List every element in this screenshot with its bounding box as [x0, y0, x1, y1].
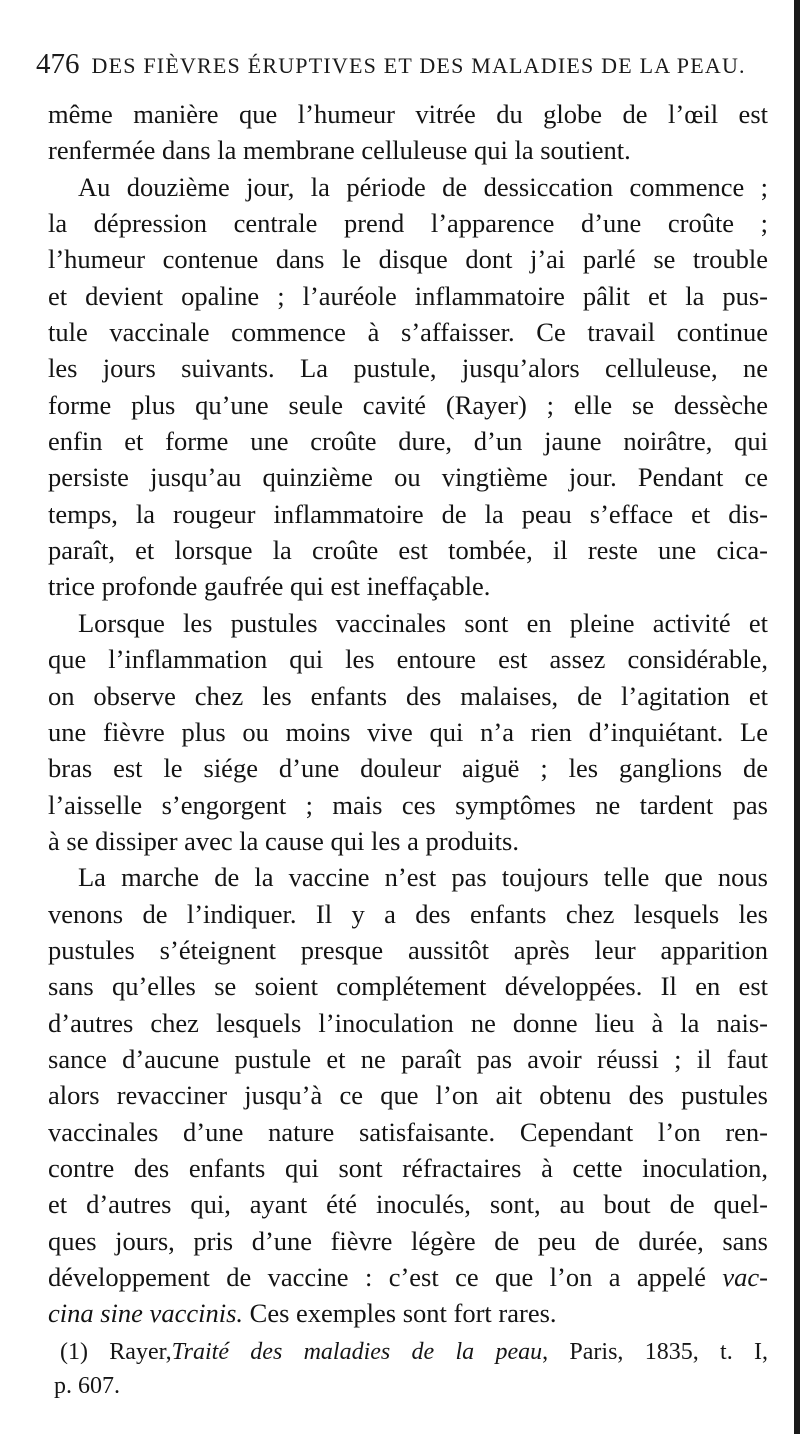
text-line: alors revacciner jusqu’à ce que l’on ait obtenu des pustules: [48, 1080, 768, 1111]
italic-text: cina sine vaccinis.: [48, 1298, 244, 1329]
body-text: [48, 96, 768, 1332]
text-line: Au douzième jour, la période de dessiccation commence ;: [78, 171, 768, 202]
text-line: contre des enfants qui sont réfractaires à cette inoculation,: [48, 1152, 768, 1183]
text-line: et devient opaline ; l’auréole inflammatoire pâlit et la pus-: [48, 280, 768, 311]
page-header: [36, 48, 760, 81]
footnote-page: p. 607.: [54, 1373, 120, 1399]
page-number: 476: [36, 48, 80, 80]
text-line: La marche de la vaccine n’est pas toujours telle que nous: [78, 862, 768, 893]
text-line: tule vaccinale commence à s’affaisser. Ce travail continue: [48, 317, 768, 348]
text-line: paraît, et lorsque la croûte est tombée, il reste une cica-: [48, 535, 768, 566]
text-line: l’humeur contenue dans le disque dont j’ai parlé se trouble: [48, 244, 768, 275]
text-line: les jours suivants. La pustule, jusqu’alors celluleuse, ne: [48, 353, 768, 384]
text-line: sans qu’elles se soient complétement développées. Il en est: [48, 971, 768, 1002]
footnote-line: [60, 1335, 768, 1369]
text-line: Lorsque les pustules vaccinales sont en pleine activité et: [78, 607, 768, 638]
running-title: DES FIÈVRES ÉRUPTIVES ET DES MALADIES DE LA PEAU.: [91, 53, 746, 78]
text-line: une fièvre plus ou moins vive qui n’a rien d’inquiétant. Le: [48, 716, 768, 747]
text-line: sance d’aucune pustule et ne paraît pas avoir réussi ; il faut: [48, 1043, 768, 1074]
text-line: cina sine vaccinis. Ces exemples sont fort rares.: [48, 1298, 557, 1329]
text-line: vaccinales d’une nature satisfaisante. Cependant l’on ren-: [48, 1116, 768, 1147]
text-line: à se dissiper avec la cause qui les a produits.: [48, 825, 519, 856]
text-line: l’aisselle s’engorgent ; mais ces symptômes ne tardent pas: [48, 789, 768, 820]
text-line: on observe chez les enfants des malaises, de l’agitation et: [48, 680, 768, 711]
italic-text: vac-: [722, 1262, 768, 1292]
footnote-author: Rayer,: [109, 1339, 172, 1365]
text-line: renfermée dans la membrane celluleuse qui la soutient.: [48, 135, 631, 166]
text-line: d’autres chez lesquels l’inoculation ne donne lieu à la nais-: [48, 1007, 768, 1038]
text-line: la dépression centrale prend l’apparence d’une croûte ;: [48, 208, 768, 239]
text-line: ques jours, pris d’une fièvre légère de peu de durée, sans: [48, 1225, 768, 1256]
text-line: et d’autres qui, ayant été inoculés, sont, au bout de quel-: [48, 1189, 768, 1220]
text-line: enfin et forme une croûte dure, d’un jaune noirâtre, qui: [48, 426, 768, 457]
text-line: bras est le siége d’une douleur aiguë ; les ganglions de: [48, 753, 768, 784]
footnote-details: , Paris, 1835, t. I,: [542, 1339, 768, 1365]
text-line: que l’inflammation qui les entoure est assez considérable,: [48, 644, 768, 675]
text-line: trice profonde gaufrée qui est ineffaçable.: [48, 571, 491, 602]
footnote-title: Traité des maladies de la peau: [171, 1339, 543, 1365]
text-line: persiste jusqu’au quinzième ou vingtième jour. Pendant ce: [48, 462, 768, 493]
text-line: même manière que l’humeur vitrée du globe de l’œil est: [48, 99, 768, 129]
footnote: [54, 1335, 768, 1403]
text-line: développement de vaccine : c’est ce que l’on a appelé vac-: [48, 1262, 768, 1292]
text-line: venons de l’indiquer. Il y a des enfants chez lesquels les: [48, 898, 768, 929]
text-line: temps, la rougeur inflammatoire de la peau s’efface et dis-: [48, 498, 768, 529]
text-line: forme plus qu’une seule cavité (Rayer) ; elle se dessèche: [48, 389, 768, 420]
footnote-marker: (1): [60, 1339, 88, 1365]
text-line: pustules s’éteignent presque aussitôt après leur apparition: [48, 934, 768, 965]
